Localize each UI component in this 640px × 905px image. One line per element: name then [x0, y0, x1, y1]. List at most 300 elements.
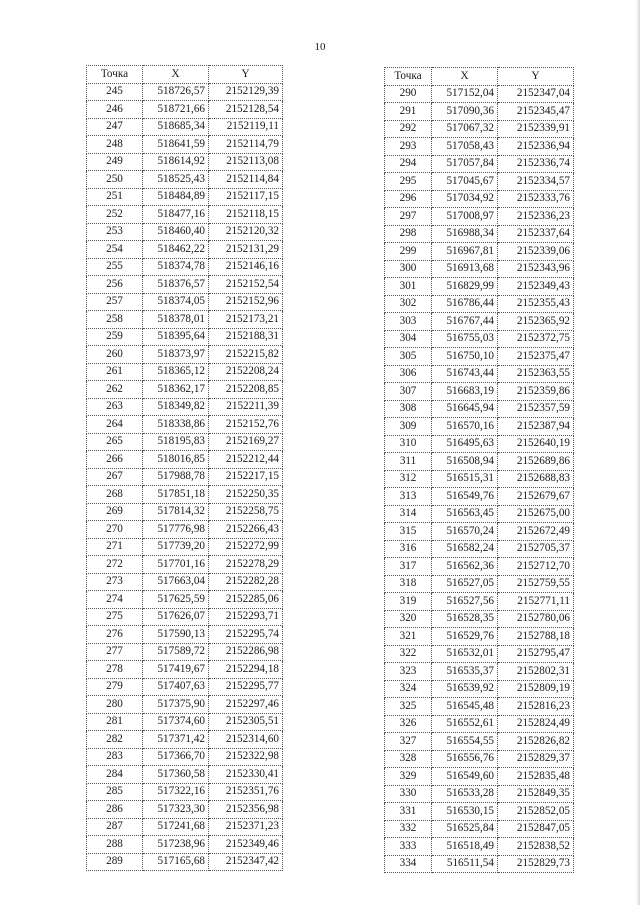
x-coordinate-cell: 516988,34 — [432, 225, 498, 243]
point-number-cell: 330 — [385, 785, 432, 803]
table-row — [87, 188, 283, 206]
x-coordinate-cell: 517165,68 — [143, 853, 209, 871]
point-number-cell: 273 — [87, 573, 143, 591]
point-number-cell: 288 — [87, 836, 143, 854]
point-number-cell: 301 — [385, 278, 432, 296]
y-coordinate-cell: 2152314,60 — [209, 731, 283, 749]
y-coordinate-cell: 2152689,86 — [498, 453, 574, 471]
x-coordinate-cell: 517238,96 — [143, 836, 209, 854]
point-number-cell: 290 — [385, 85, 432, 103]
table-row — [385, 803, 574, 821]
point-number-cell: 296 — [385, 190, 432, 208]
point-number-cell: 266 — [87, 451, 143, 469]
table-row — [385, 155, 574, 173]
y-coordinate-cell: 2152349,43 — [498, 278, 574, 296]
y-coordinate-cell: 2152250,35 — [209, 486, 283, 504]
table-row — [87, 678, 283, 696]
table-row — [385, 733, 574, 751]
x-coordinate-cell: 517625,59 — [143, 591, 209, 609]
point-number-cell: 311 — [385, 453, 432, 471]
y-coordinate-cell: 2152334,57 — [498, 173, 574, 191]
y-coordinate-cell: 2152339,91 — [498, 120, 574, 138]
x-coordinate-cell: 517626,07 — [143, 608, 209, 626]
x-coordinate-cell: 517058,43 — [432, 138, 498, 156]
y-coordinate-cell: 2152759,55 — [498, 575, 574, 593]
x-coordinate-cell: 517323,30 — [143, 801, 209, 819]
y-coordinate-cell: 2152788,18 — [498, 628, 574, 646]
table-row — [385, 820, 574, 838]
point-number-cell: 269 — [87, 503, 143, 521]
x-coordinate-cell: 516549,60 — [432, 768, 498, 786]
y-coordinate-cell: 2152117,15 — [209, 188, 283, 206]
y-coordinate-cell: 2152113,08 — [209, 153, 283, 171]
x-coordinate-cell: 518614,92 — [143, 153, 209, 171]
point-number-cell: 321 — [385, 628, 432, 646]
x-coordinate-cell: 517322,16 — [143, 783, 209, 801]
table-row — [385, 435, 574, 453]
x-coordinate-cell: 516554,55 — [432, 733, 498, 751]
point-number-cell: 325 — [385, 698, 432, 716]
table-row — [385, 138, 574, 156]
point-number-cell: 275 — [87, 608, 143, 626]
table-row — [385, 208, 574, 226]
table-row — [87, 293, 283, 311]
table-row — [87, 206, 283, 224]
table-row — [87, 381, 283, 399]
y-coordinate-cell: 2152339,06 — [498, 243, 574, 261]
y-coordinate-cell: 2152336,74 — [498, 155, 574, 173]
table-body — [87, 83, 283, 871]
x-coordinate-cell: 517374,60 — [143, 713, 209, 731]
y-coordinate-cell: 2152295,74 — [209, 626, 283, 644]
coordinates-table-left — [86, 65, 283, 871]
table-row — [87, 626, 283, 644]
point-number-cell: 284 — [87, 766, 143, 784]
x-coordinate-cell: 517776,98 — [143, 521, 209, 539]
x-coordinate-cell: 517371,42 — [143, 731, 209, 749]
table-row — [385, 768, 574, 786]
y-coordinate-cell: 2152337,64 — [498, 225, 574, 243]
x-coordinate-cell: 518462,22 — [143, 241, 209, 259]
y-coordinate-cell: 2152146,16 — [209, 258, 283, 276]
x-coordinate-cell: 516545,48 — [432, 698, 498, 716]
point-number-cell: 261 — [87, 363, 143, 381]
point-number-cell: 250 — [87, 171, 143, 189]
table-row — [87, 451, 283, 469]
y-coordinate-cell: 2152297,46 — [209, 696, 283, 714]
y-coordinate-cell: 2152816,23 — [498, 698, 574, 716]
x-coordinate-cell: 517590,13 — [143, 626, 209, 644]
x-coordinate-cell: 516570,24 — [432, 523, 498, 541]
table-row — [385, 278, 574, 296]
y-coordinate-cell: 2152169,27 — [209, 433, 283, 451]
y-coordinate-cell: 2152208,24 — [209, 363, 283, 381]
y-coordinate-cell: 2152847,05 — [498, 820, 574, 838]
point-number-cell: 282 — [87, 731, 143, 749]
y-coordinate-cell: 2152293,71 — [209, 608, 283, 626]
point-number-cell: 255 — [87, 258, 143, 276]
y-coordinate-cell: 2152675,00 — [498, 505, 574, 523]
point-number-cell: 281 — [87, 713, 143, 731]
point-number-cell: 279 — [87, 678, 143, 696]
table-row — [87, 101, 283, 119]
x-coordinate-cell: 518365,12 — [143, 363, 209, 381]
y-coordinate-cell: 2152131,29 — [209, 241, 283, 259]
point-number-cell: 247 — [87, 118, 143, 136]
y-coordinate-cell: 2152347,42 — [209, 853, 283, 871]
x-coordinate-cell: 518374,78 — [143, 258, 209, 276]
table-row — [87, 713, 283, 731]
point-number-cell: 264 — [87, 416, 143, 434]
x-coordinate-cell: 517701,16 — [143, 556, 209, 574]
x-coordinate-cell: 516515,31 — [432, 470, 498, 488]
y-coordinate-cell: 2152343,96 — [498, 260, 574, 278]
y-coordinate-cell: 2152771,11 — [498, 593, 574, 611]
table-row — [385, 523, 574, 541]
column-header-point: Точка — [385, 68, 432, 86]
x-coordinate-cell: 518525,43 — [143, 171, 209, 189]
table-row — [385, 715, 574, 733]
table-body — [385, 85, 574, 873]
y-coordinate-cell: 2152114,84 — [209, 171, 283, 189]
x-coordinate-cell: 516549,76 — [432, 488, 498, 506]
point-number-cell: 331 — [385, 803, 432, 821]
page-edge — [636, 0, 640, 905]
point-number-cell: 309 — [385, 418, 432, 436]
point-number-cell: 246 — [87, 101, 143, 119]
table-row — [87, 836, 283, 854]
point-number-cell: 315 — [385, 523, 432, 541]
point-number-cell: 278 — [87, 661, 143, 679]
x-coordinate-cell: 516645,94 — [432, 400, 498, 418]
y-coordinate-cell: 2152357,59 — [498, 400, 574, 418]
x-coordinate-cell: 517366,70 — [143, 748, 209, 766]
table-row — [385, 348, 574, 366]
y-coordinate-cell: 2152294,18 — [209, 661, 283, 679]
x-coordinate-cell: 516786,44 — [432, 295, 498, 313]
y-coordinate-cell: 2152363,55 — [498, 365, 574, 383]
point-number-cell: 285 — [87, 783, 143, 801]
x-coordinate-cell: 516527,05 — [432, 575, 498, 593]
table-row — [385, 383, 574, 401]
point-number-cell: 276 — [87, 626, 143, 644]
table-row — [87, 661, 283, 679]
y-coordinate-cell: 2152118,15 — [209, 206, 283, 224]
point-number-cell: 327 — [385, 733, 432, 751]
table-row — [385, 838, 574, 856]
table-row — [385, 610, 574, 628]
table-row — [385, 505, 574, 523]
point-number-cell: 259 — [87, 328, 143, 346]
x-coordinate-cell: 518338,86 — [143, 416, 209, 434]
table-row — [385, 453, 574, 471]
y-coordinate-cell: 2152278,29 — [209, 556, 283, 574]
x-coordinate-cell: 518395,64 — [143, 328, 209, 346]
x-coordinate-cell: 516582,24 — [432, 540, 498, 558]
y-coordinate-cell: 2152285,06 — [209, 591, 283, 609]
table-row — [385, 575, 574, 593]
y-coordinate-cell: 2152824,49 — [498, 715, 574, 733]
point-number-cell: 245 — [87, 83, 143, 101]
y-coordinate-cell: 2152295,77 — [209, 678, 283, 696]
x-coordinate-cell: 516570,16 — [432, 418, 498, 436]
x-coordinate-cell: 516533,28 — [432, 785, 498, 803]
x-coordinate-cell: 516750,10 — [432, 348, 498, 366]
x-coordinate-cell: 518721,66 — [143, 101, 209, 119]
y-coordinate-cell: 2152114,79 — [209, 136, 283, 154]
y-coordinate-cell: 2152852,05 — [498, 803, 574, 821]
table-row — [87, 468, 283, 486]
table-row — [385, 330, 574, 348]
x-coordinate-cell: 516967,81 — [432, 243, 498, 261]
x-coordinate-cell: 516913,68 — [432, 260, 498, 278]
column-header-y: Y — [209, 66, 283, 84]
x-coordinate-cell: 516530,15 — [432, 803, 498, 821]
point-number-cell: 303 — [385, 313, 432, 331]
table-row — [385, 750, 574, 768]
y-coordinate-cell: 2152672,49 — [498, 523, 574, 541]
y-coordinate-cell: 2152330,41 — [209, 766, 283, 784]
column-header-x: X — [432, 68, 498, 86]
x-coordinate-cell: 518374,05 — [143, 293, 209, 311]
point-number-cell: 267 — [87, 468, 143, 486]
x-coordinate-cell: 518195,83 — [143, 433, 209, 451]
point-number-cell: 320 — [385, 610, 432, 628]
point-number-cell: 298 — [385, 225, 432, 243]
point-number-cell: 306 — [385, 365, 432, 383]
table-row — [385, 260, 574, 278]
table-row — [385, 295, 574, 313]
x-coordinate-cell: 517152,04 — [432, 85, 498, 103]
point-number-cell: 277 — [87, 643, 143, 661]
table-row — [385, 103, 574, 121]
point-number-cell: 332 — [385, 820, 432, 838]
x-coordinate-cell: 517851,18 — [143, 486, 209, 504]
x-coordinate-cell: 516562,36 — [432, 558, 498, 576]
coordinates-table-right — [384, 67, 574, 873]
y-coordinate-cell: 2152705,37 — [498, 540, 574, 558]
y-coordinate-cell: 2152152,96 — [209, 293, 283, 311]
table-row — [87, 783, 283, 801]
x-coordinate-cell: 516527,56 — [432, 593, 498, 611]
point-number-cell: 286 — [87, 801, 143, 819]
x-coordinate-cell: 516529,76 — [432, 628, 498, 646]
column-header-y: Y — [498, 68, 574, 86]
x-coordinate-cell: 517034,92 — [432, 190, 498, 208]
x-coordinate-cell: 517407,63 — [143, 678, 209, 696]
y-coordinate-cell: 2152212,44 — [209, 451, 283, 469]
table-row — [385, 680, 574, 698]
table-row — [87, 696, 283, 714]
y-coordinate-cell: 2152258,75 — [209, 503, 283, 521]
point-number-cell: 272 — [87, 556, 143, 574]
point-number-cell: 252 — [87, 206, 143, 224]
y-coordinate-cell: 2152217,15 — [209, 468, 283, 486]
x-coordinate-cell: 516743,44 — [432, 365, 498, 383]
x-coordinate-cell: 518373,97 — [143, 346, 209, 364]
point-number-cell: 328 — [385, 750, 432, 768]
y-coordinate-cell: 2152128,54 — [209, 101, 283, 119]
table-row — [87, 766, 283, 784]
table-row — [87, 311, 283, 329]
x-coordinate-cell: 517241,68 — [143, 818, 209, 836]
table-row — [87, 276, 283, 294]
table-row — [385, 785, 574, 803]
point-number-cell: 312 — [385, 470, 432, 488]
y-coordinate-cell: 2152835,48 — [498, 768, 574, 786]
y-coordinate-cell: 2152322,98 — [209, 748, 283, 766]
y-coordinate-cell: 2152120,32 — [209, 223, 283, 241]
point-number-cell: 305 — [385, 348, 432, 366]
point-number-cell: 307 — [385, 383, 432, 401]
point-number-cell: 253 — [87, 223, 143, 241]
x-coordinate-cell: 516563,45 — [432, 505, 498, 523]
x-coordinate-cell: 518641,59 — [143, 136, 209, 154]
point-number-cell: 268 — [87, 486, 143, 504]
x-coordinate-cell: 518349,82 — [143, 398, 209, 416]
y-coordinate-cell: 2152282,28 — [209, 573, 283, 591]
x-coordinate-cell: 518477,16 — [143, 206, 209, 224]
point-number-cell: 260 — [87, 346, 143, 364]
y-coordinate-cell: 2152188,31 — [209, 328, 283, 346]
point-number-cell: 283 — [87, 748, 143, 766]
table-row — [385, 855, 574, 873]
x-coordinate-cell: 517419,67 — [143, 661, 209, 679]
table-row — [87, 153, 283, 171]
y-coordinate-cell: 2152640,19 — [498, 435, 574, 453]
table-row — [87, 731, 283, 749]
point-number-cell: 271 — [87, 538, 143, 556]
y-coordinate-cell: 2152333,76 — [498, 190, 574, 208]
y-coordinate-cell: 2152347,04 — [498, 85, 574, 103]
y-coordinate-cell: 2152349,46 — [209, 836, 283, 854]
y-coordinate-cell: 2152365,92 — [498, 313, 574, 331]
x-coordinate-cell: 517663,04 — [143, 573, 209, 591]
table-row — [385, 243, 574, 261]
x-coordinate-cell: 516532,01 — [432, 645, 498, 663]
page-number: 10 — [314, 41, 326, 53]
x-coordinate-cell: 517360,58 — [143, 766, 209, 784]
table-row — [385, 558, 574, 576]
table-row — [87, 591, 283, 609]
table-row — [87, 521, 283, 539]
point-number-cell: 289 — [87, 853, 143, 871]
y-coordinate-cell: 2152359,86 — [498, 383, 574, 401]
point-number-cell: 294 — [385, 155, 432, 173]
point-number-cell: 333 — [385, 838, 432, 856]
point-number-cell: 248 — [87, 136, 143, 154]
x-coordinate-cell: 516755,03 — [432, 330, 498, 348]
x-coordinate-cell: 517090,36 — [432, 103, 498, 121]
table-row — [87, 258, 283, 276]
point-number-cell: 319 — [385, 593, 432, 611]
y-coordinate-cell: 2152802,31 — [498, 663, 574, 681]
table-row — [87, 241, 283, 259]
x-coordinate-cell: 517589,72 — [143, 643, 209, 661]
y-coordinate-cell: 2152371,23 — [209, 818, 283, 836]
x-coordinate-cell: 516508,94 — [432, 453, 498, 471]
point-number-cell: 318 — [385, 575, 432, 593]
table-row — [385, 418, 574, 436]
table-row — [87, 818, 283, 836]
point-number-cell: 254 — [87, 241, 143, 259]
point-number-cell: 308 — [385, 400, 432, 418]
table-row — [87, 643, 283, 661]
table-row — [87, 801, 283, 819]
y-coordinate-cell: 2152372,75 — [498, 330, 574, 348]
table-row — [385, 488, 574, 506]
y-coordinate-cell: 2152679,67 — [498, 488, 574, 506]
y-coordinate-cell: 2152272,99 — [209, 538, 283, 556]
table-row — [87, 83, 283, 101]
table-row — [87, 416, 283, 434]
point-number-cell: 314 — [385, 505, 432, 523]
y-coordinate-cell: 2152795,47 — [498, 645, 574, 663]
table-row — [87, 223, 283, 241]
y-coordinate-cell: 2152712,70 — [498, 558, 574, 576]
table-row — [87, 136, 283, 154]
y-coordinate-cell: 2152829,73 — [498, 855, 574, 873]
column-header-point: Точка — [87, 66, 143, 84]
point-number-cell: 334 — [385, 855, 432, 873]
x-coordinate-cell: 517057,84 — [432, 155, 498, 173]
point-number-cell: 297 — [385, 208, 432, 226]
x-coordinate-cell: 518460,40 — [143, 223, 209, 241]
point-number-cell: 295 — [385, 173, 432, 191]
point-number-cell: 293 — [385, 138, 432, 156]
point-number-cell: 310 — [385, 435, 432, 453]
table-row — [385, 365, 574, 383]
x-coordinate-cell: 517375,90 — [143, 696, 209, 714]
y-coordinate-cell: 2152152,54 — [209, 276, 283, 294]
x-coordinate-cell: 516552,61 — [432, 715, 498, 733]
x-coordinate-cell: 516767,44 — [432, 313, 498, 331]
point-number-cell: 291 — [385, 103, 432, 121]
point-number-cell: 313 — [385, 488, 432, 506]
y-coordinate-cell: 2152838,52 — [498, 838, 574, 856]
x-coordinate-cell: 516535,37 — [432, 663, 498, 681]
point-number-cell: 257 — [87, 293, 143, 311]
y-coordinate-cell: 2152345,47 — [498, 103, 574, 121]
y-coordinate-cell: 2152208,85 — [209, 381, 283, 399]
y-coordinate-cell: 2152375,47 — [498, 348, 574, 366]
table-row — [87, 573, 283, 591]
column-header-x: X — [143, 66, 209, 84]
point-number-cell: 324 — [385, 680, 432, 698]
table-row — [87, 433, 283, 451]
y-coordinate-cell: 2152849,35 — [498, 785, 574, 803]
x-coordinate-cell: 518362,17 — [143, 381, 209, 399]
y-coordinate-cell: 2152826,82 — [498, 733, 574, 751]
table-row — [385, 120, 574, 138]
x-coordinate-cell: 517008,97 — [432, 208, 498, 226]
point-number-cell: 280 — [87, 696, 143, 714]
table-row — [385, 400, 574, 418]
y-coordinate-cell: 2152152,76 — [209, 416, 283, 434]
point-number-cell: 274 — [87, 591, 143, 609]
point-number-cell: 292 — [385, 120, 432, 138]
table-row — [87, 538, 283, 556]
table-row — [87, 346, 283, 364]
x-coordinate-cell: 517988,78 — [143, 468, 209, 486]
y-coordinate-cell: 2152129,39 — [209, 83, 283, 101]
point-number-cell: 262 — [87, 381, 143, 399]
y-coordinate-cell: 2152211,39 — [209, 398, 283, 416]
x-coordinate-cell: 518378,01 — [143, 311, 209, 329]
table-row — [87, 171, 283, 189]
point-number-cell: 329 — [385, 768, 432, 786]
table-row — [385, 173, 574, 191]
